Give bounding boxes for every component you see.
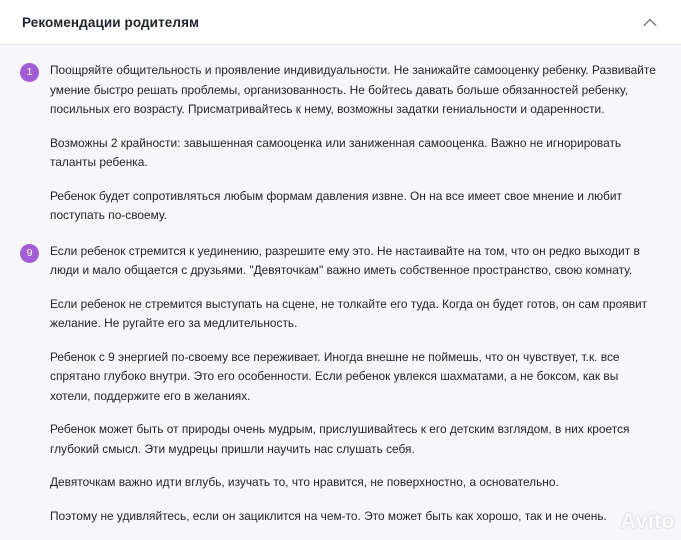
- paragraph: Если ребенок не стремится выступать на сцене, не толкайте его туда. Когда он будет готов, он сам проявит желание. Не ругайте его за медлительность.: [50, 296, 648, 330]
- paragraph: Поэтому не удивляйтесь, если он зациклится на чем-то. Это может быть как хорошо, так и не очень.: [50, 508, 607, 523]
- paragraph: Возможны 2 крайности: завышенная самооценка или заниженная самооценка. Важно не игнорировать таланты ребенка.: [50, 135, 622, 169]
- page-title: Рекомендации родителям: [22, 14, 200, 30]
- section-text: [50, 61, 657, 240]
- paragraph: Ребенок может быть от природы очень мудрым, прислушивайтесь к его детским взглядом, в них кроется глубокий смысл. Эти мудрецы пришли научить нас слушать себя.: [50, 422, 630, 456]
- chevron-up-icon[interactable]: [641, 13, 659, 31]
- recommendation-section: [20, 242, 657, 540]
- paragraph: Девяточкам важно идти вглубь, изучать то, что нравится, не поверхностно, а основательно.: [50, 475, 559, 489]
- paragraph: Ребенок с 9 энергией по-своему все переживает. Иногда внешне не поймешь, что он чувствует, т.к. все спрятано глубоко внутри. Это его особенности. Если ребенок увлекся шахматами, а не боксом, как вы хотели, поддержите его в желаниях.: [50, 349, 620, 403]
- watermark-text: Avito: [620, 510, 675, 533]
- status-badge: 9: [20, 244, 39, 263]
- status-badge: 1: [20, 63, 39, 82]
- card-body: [0, 45, 681, 540]
- card-header: [0, 0, 681, 45]
- paragraph: Поощряйте общительность и проявление индивидуальности. Не занижайте самооценку ребенку. Развивайте умение быстро решать проблемы, организованность. Не бойтесь давать больше обязанностей ребенку, посильных его возрасту. Присматривайтесь к нему, возможны задатки гениальности и одаренности.: [50, 63, 656, 116]
- paragraph: Если ребенок стремится к уединению, разрешите ему это. Не настаивайте на том, что он редко выходит в люди и мало общается с друзьями. "Девяточкам" важно иметь собственное пространство, свою комнату.: [50, 243, 640, 277]
- section-text: [50, 242, 657, 540]
- paragraph: Ребенок будет сопротивляться любым формам давления извне. Он на все имеет свое мнение и любит поступать по-своему.: [50, 188, 622, 222]
- recommendation-section: [20, 61, 657, 240]
